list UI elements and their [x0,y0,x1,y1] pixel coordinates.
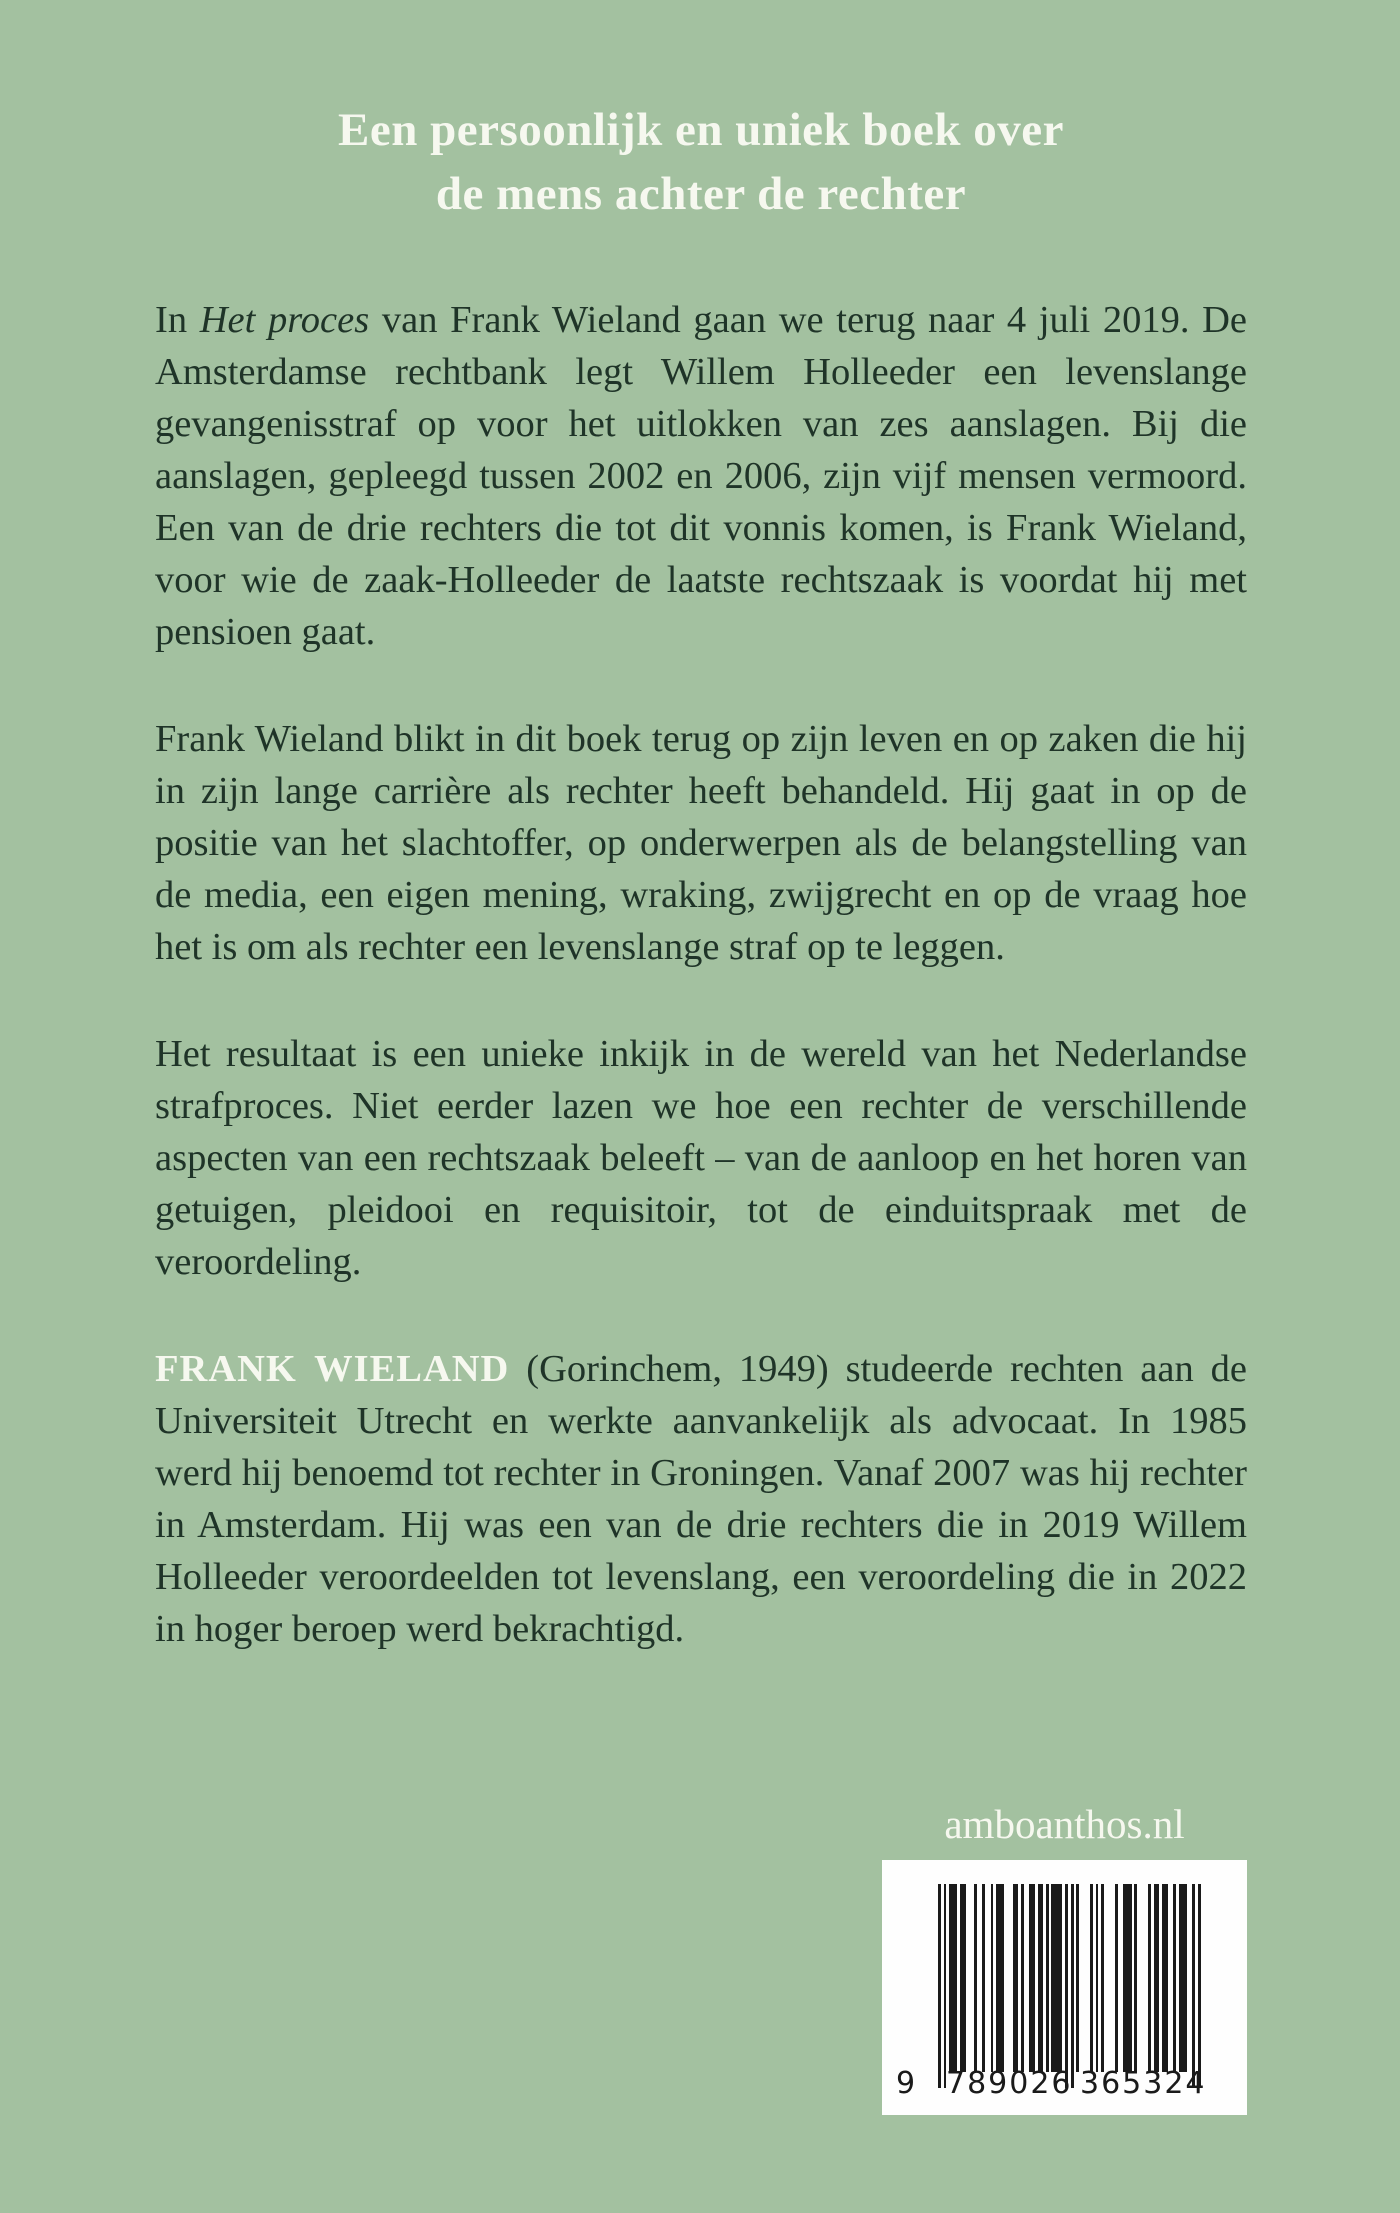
synopsis-1-prefix: In [155,299,200,341]
author-bio-rest: (Gorinchem, 1949) studeerde rechten aan de Universiteit Utrecht en werkte aanvankelijk als advocaat. In 1985 werd hij benoemd tot rechter in Groningen. Vanaf 2007 was hij rechter in Amsterdam. Hij was een van de drie rechters die in 2019 Willem Holleeder veroordeelden tot levenslang, een veroordeling die in 2022 in hoger beroep werd bekrachtigd. [155,1348,1247,1650]
cover-text-block [155,0,1247,1710]
barcode-digit-lead: 9 [896,2066,916,2101]
synopsis-1-rest: van Frank Wieland gaan we terug naar 4 juli 2019. De Amsterdamse rechtbank legt Willem Holleeder een levenslange gevangenisstraf op voor het uitlokken van zes aanslagen. Bij die aanslagen, gepleegd tussen 2002 en 2006, zijn vijf mensen vermoord. Een van de drie rechters die tot dit vonnis komen, is Frank Wieland, voor wie de zaak-Holleeder de laatste rechtszaak is voordat hij met pensioen gaat. [155,299,1248,653]
paragraph-author-bio [155,1343,1247,1655]
paragraph-synopsis-2: Frank Wieland blikt in dit boek terug op zijn leven en op zaken die hij in zijn lange carrière als rechter heeft behandeld. Hij gaat in op de positie van het slachtoffer, op onderwerpen als de belangstelling van de media, een eigen mening, wraking, zwijgrecht en op de vraag hoe het is om als rechter een levenslange straf op te leggen. [155,718,1247,968]
barcode-digits-right: 365324 [1080,2066,1207,2101]
book-title-italic: Het proces [199,299,370,341]
barcode-number [882,2066,1247,2106]
tagline-line-2: de mens achter de rechter [435,168,967,220]
paragraph-synopsis-1 [155,294,1247,658]
author-name: FRANK WIELAND [155,1348,510,1390]
paragraph-synopsis-3: Het resultaat is een unieke inkijk in de wereld van het Nederlandse strafproces. Niet eerder lazen we hoe een rechter de verschillende aspecten van een rechtszaak beleeft – van de aanloop en het horen van getuigen, pleidooi en requisitoir, tot de einduitspraak met de veroordeling. [155,1033,1247,1283]
publisher-website: amboanthos.nl [944,1801,1185,1847]
barcode [882,1860,1247,2115]
tagline [155,0,1247,226]
tagline-line-1: Een persoonlijk en uniek boek over [338,104,1064,156]
barcode-digits-left: 789026 [946,2066,1073,2101]
blurb [155,294,1247,1655]
